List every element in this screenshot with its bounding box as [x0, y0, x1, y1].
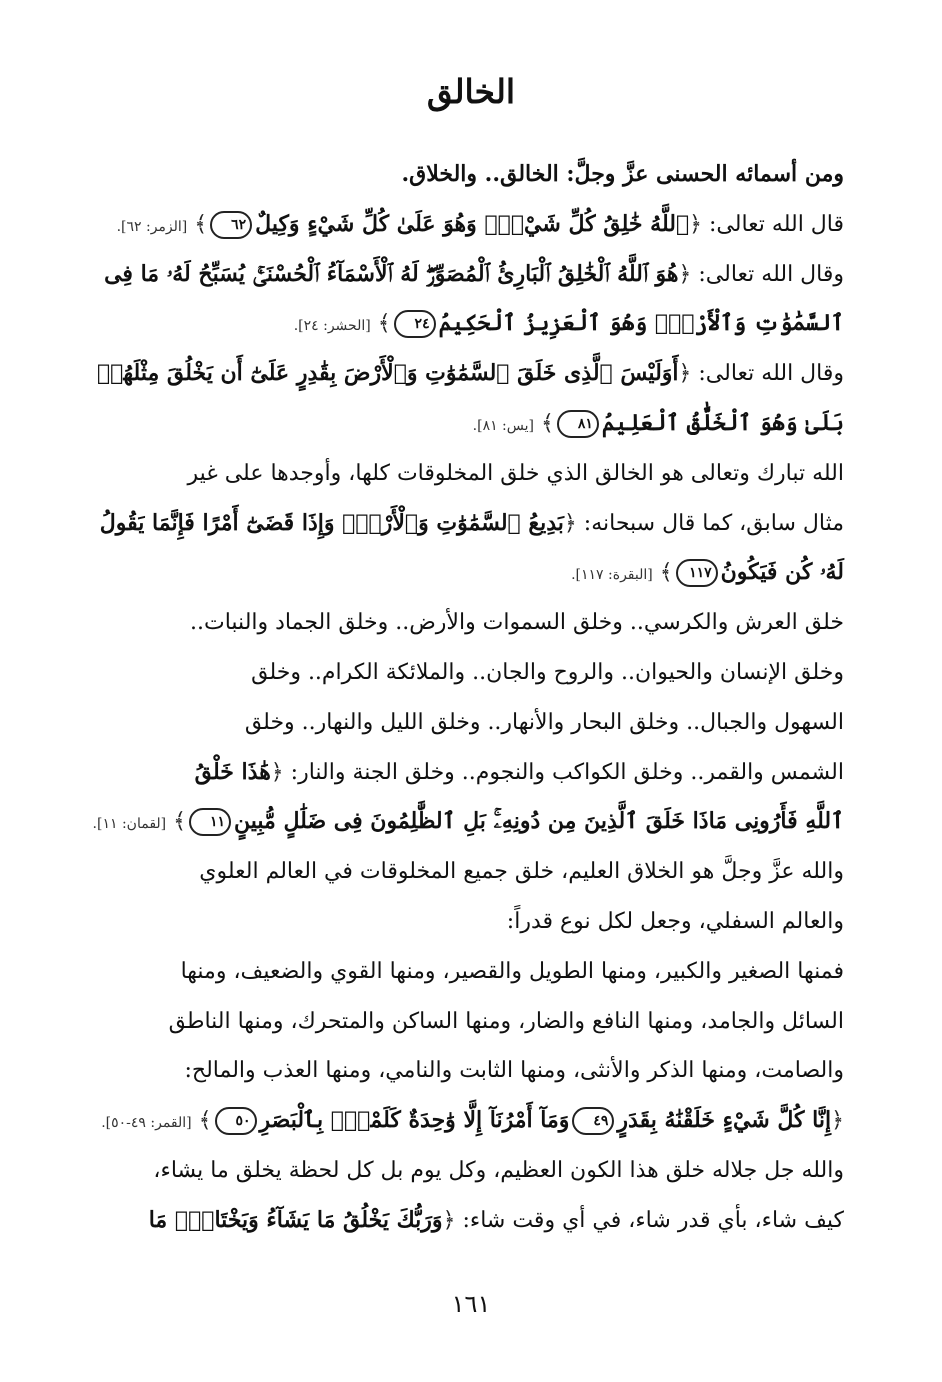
verse-line [100, 250, 844, 300]
verse-text: بَدِيعُ ٱلسَّمَٰوَٰتِ وَٱلْأَرْضِۖ وَإِذَا قَضَىٰٓ أَمْرًا فَإِنَّمَا يَقُولُ [99, 509, 564, 536]
verse-line [100, 200, 844, 250]
open-bracket: ﴿ [831, 1108, 844, 1134]
verse-number: ٢٤ [394, 310, 436, 338]
verse-reference: [يس: ٨١]. [472, 417, 534, 434]
text-line: والصامت، ومنها الذكر والأنثى، ومنها الثابت والنامي، ومنها العذب والمالح: [184, 1058, 844, 1084]
verse-reference: [الزمر: ٦٢]. [116, 218, 188, 235]
open-bracket: ﴿ [563, 510, 577, 536]
verse-text: ٱللَّهُ خَٰلِقُ كُلِّ شَيْءٍۖ وَهُوَ عَلَىٰ كُلِّ شَيْءٍ وَكِيلٌ [255, 210, 690, 237]
verse-line [100, 1196, 844, 1246]
verse-number: ١١ [189, 808, 231, 836]
verse-number: ٨١ [557, 410, 599, 438]
close-bracket: ﴾ [198, 1108, 212, 1134]
verse-number: ٥٠ [215, 1107, 257, 1135]
verse-text: وَمَآ أَمْرُنَآ إِلَّا وَٰحِدَةٌ كَلَمْحٍۭ بِٱلْبَصَرِ [259, 1107, 570, 1134]
verse-line [100, 499, 844, 549]
verse-text: لَهُۥ كُن فَيَكُونُ [720, 559, 844, 586]
verse-reference: [لقمان: ١١]. [92, 816, 167, 833]
open-bracket: ﴿ [678, 261, 692, 287]
verse-line [100, 299, 844, 349]
verse-intro: كيف شاء، بأي قدر شاء، في أي وقت شاء: [455, 1207, 844, 1233]
verse-line [92, 797, 844, 847]
verse-line [100, 748, 844, 798]
page-title: الخالق [426, 72, 516, 111]
verse-intro: وقال الله تعالى: [691, 361, 844, 387]
verse-text: هُوَ ٱللَّهُ ٱلْخَٰلِقُ ٱلْبَارِئُ ٱلْمُصَوِّرُۖ لَهُ ٱلْأَسْمَآءُ ٱلْحُسْنَىٰۚ يُسَبِّحُ لَهُۥ مَا فِى [104, 260, 679, 287]
text-line: والعالم السفلي، وجعل لكل نوع قدراً: [506, 908, 844, 934]
verse-line [100, 548, 844, 598]
verse-line [100, 399, 844, 449]
open-bracket: ﴿ [689, 211, 703, 237]
text-line: والله جل جلاله خلق هذا الكون العظيم، وكل يوم بل كل لحظة يخلق ما يشاء، [153, 1157, 844, 1183]
open-bracket: ﴿ [442, 1207, 456, 1233]
open-bracket: ﴿ [270, 759, 284, 785]
verse-reference: [الحشر: ٢٤]. [293, 318, 371, 335]
text-line: وخلق الإنسان والحيوان.. والروح والجان.. والملائكة الكرام.. وخلق [251, 659, 844, 685]
verse-intro: قال الله تعالى: [702, 211, 844, 237]
verse-number: ٦٢ [210, 211, 252, 239]
page-number: ١٦١ [451, 1290, 491, 1318]
verse-intro: وقال الله تعالى: [691, 261, 844, 287]
open-bracket: ﴿ [678, 361, 692, 387]
close-bracket: ﴾ [194, 211, 208, 237]
verse-text: ٱلسَّمَٰوَٰتِ وَٱلْأَرْضِۖ وَهُوَ ٱلْعَزِيزُ ٱلْحَكِيمُ [438, 310, 844, 337]
text-line: ومن أسمائه الحسنى عزَّ وجلَّ: الخالق.. والخلاق. [401, 161, 844, 187]
verse-number: ٤٩ [572, 1107, 614, 1135]
verse-number: ١١٧ [676, 559, 718, 587]
close-bracket: ﴾ [377, 311, 391, 337]
text-line: والله عزَّ وجلَّ هو الخلاق العليم، خلق جميع المخلوقات في العالم العلوي [199, 859, 844, 885]
verse-line [100, 1096, 844, 1146]
close-bracket: ﴾ [173, 809, 187, 835]
verse-reference: [البقرة: ١١٧]. [571, 567, 653, 584]
verse-text: هَٰذَا خَلْقُ [194, 758, 271, 785]
verse-text: بَلَىٰ وَهُوَ ٱلْخَلَّٰقُ ٱلْعَلِيمُ [601, 409, 844, 436]
verse-text: وَرَبُّكَ يَخْلُقُ مَا يَشَآءُ وَيَخْتَارُۗ مَا [148, 1206, 443, 1233]
text-line: السائل والجامد، ومنها النافع والضار، ومنها الساكن والمتحرك، ومنها الناطق [168, 1008, 844, 1034]
verse-reference: [القمر: ٤٩-٥٠]. [101, 1115, 192, 1132]
text-line: السهول والجبال.. وخلق البحار والأنهار.. وخلق الليل والنهار.. وخلق [244, 709, 844, 735]
text-line: الله تبارك وتعالى هو الخالق الذي خلق المخلوقات كلها، وأوجدها على غير [187, 460, 844, 486]
verse-intro: مثال سابق، كما قال سبحانه: [576, 510, 844, 536]
text-line: خلق العرش والكرسي.. وخلق السموات والأرض.. وخلق الجماد والنبات.. [190, 610, 844, 636]
verse-text: إِنَّا كُلَّ شَيْءٍ خَلَقْنَٰهُ بِقَدَرٍ [617, 1107, 832, 1134]
verse-intro: الشمس والقمر.. وخلق الكواكب والنجوم.. وخلق الجنة والنار: [283, 759, 844, 785]
verse-text: أَوَلَيْسَ ٱلَّذِى خَلَقَ ٱلسَّمَٰوَٰتِ وَٱلْأَرْضَ بِقَٰدِرٍ عَلَىٰٓ أَن يَخْلُقَ مِثْلَهُمۚ [96, 360, 679, 387]
close-bracket: ﴾ [659, 560, 673, 586]
verse-text: ٱللَّهِ فَأَرُونِى مَاذَا خَلَقَ ٱلَّذِينَ مِن دُونِهِۦۚ بَلِ ٱلظَّٰلِمُونَ فِى ضَلَٰلٍ مُّبِينٍ [234, 808, 844, 835]
text-line: فمنها الصغير والكبير، ومنها الطويل والقصير، ومنها القوي والضعيف، ومنها [180, 958, 844, 984]
close-bracket: ﴾ [540, 410, 554, 436]
body-text [92, 150, 844, 1246]
verse-line [96, 349, 844, 399]
